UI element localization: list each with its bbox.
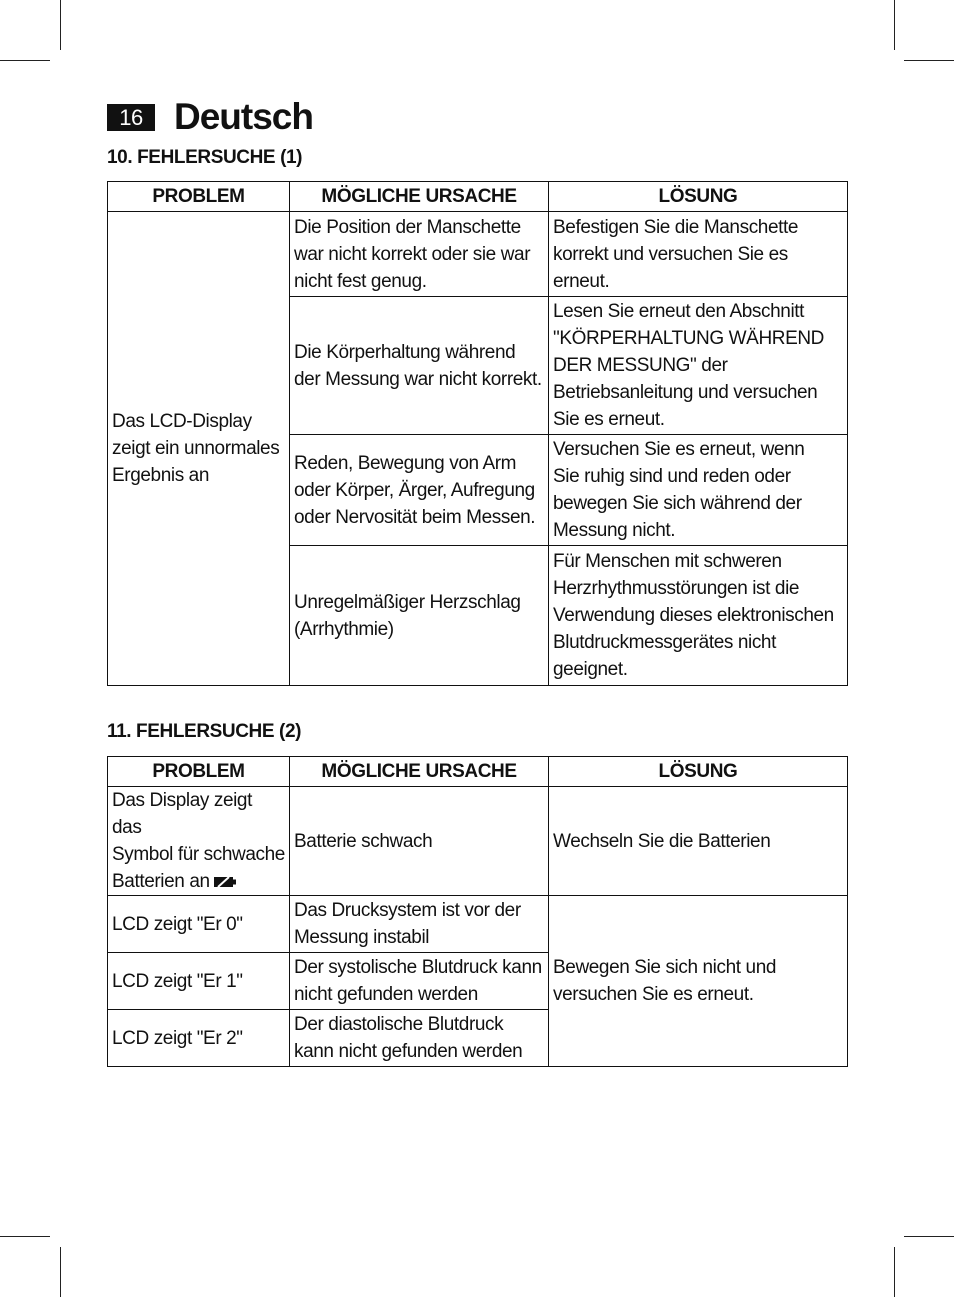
troubleshooting-table-1 [107, 181, 848, 686]
problem-cell: Das LCD-Display zeigt ein unnormales Ergebnis an [108, 212, 290, 686]
table-row [108, 787, 848, 896]
problem-cell: LCD zeigt "Er 0" [108, 896, 290, 953]
crop-mark [894, 0, 895, 50]
troubleshooting-table-2 [107, 756, 848, 1067]
cause-cell: Batterie schwach [290, 787, 549, 896]
section-title-fehlersuche-1: 10. FEHLERSUCHE (1) [107, 147, 303, 168]
column-header-cause: MÖGLICHE URSACHE [290, 182, 549, 212]
solution-cell: Versuchen Sie es erneut, wenn Sie ruhig sind und reden oder bewegen Sie sich während der Messung nicht. [549, 435, 848, 546]
solution-cell: Für Menschen mit schweren Herzrhythmusstörungen ist die Verwendung dieses elektronischen Blutdruckmessgerätes nicht geeignet. [549, 546, 848, 686]
crop-mark [0, 60, 50, 61]
language-title: Deutsch [174, 96, 313, 137]
column-header-cause: MÖGLICHE URSACHE [290, 757, 549, 787]
cause-cell: Reden, Bewegung von Arm oder Körper, Ärger, Aufregung oder Nervosität beim Messen. [290, 435, 549, 546]
crop-mark [60, 0, 61, 50]
low-battery-icon [213, 876, 237, 888]
crop-mark [0, 1236, 50, 1237]
cause-cell: Der diastolische Blutdruck kann nicht gefunden werden [290, 1010, 549, 1067]
cause-cell: Der systolische Blutdruck kann nicht gefunden werden [290, 953, 549, 1010]
section-title-fehlersuche-2: 11. FEHLERSUCHE (2) [107, 721, 302, 742]
crop-mark [60, 1247, 61, 1297]
table-header-row [108, 757, 848, 787]
crop-mark [904, 60, 954, 61]
table-header-row [108, 182, 848, 212]
solution-cell: Befestigen Sie die Manschette korrekt und versuchen Sie es erneut. [549, 212, 848, 297]
cause-cell: Unregelmäßiger Herzschlag (Arrhythmie) [290, 546, 549, 686]
crop-mark [904, 1236, 954, 1237]
table-row [108, 896, 848, 953]
table-row [108, 212, 848, 297]
solution-cell: Bewegen Sie sich nicht und versuchen Sie es erneut. [549, 896, 848, 1067]
cause-cell: Die Körperhaltung während der Messung war nicht korrekt. [290, 297, 549, 435]
cause-cell: Die Position der Manschette war nicht korrekt oder sie war nicht fest genug. [290, 212, 549, 297]
column-header-problem: PROBLEM [108, 182, 290, 212]
crop-mark [894, 1247, 895, 1297]
problem-cell: LCD zeigt "Er 1" [108, 953, 290, 1010]
problem-cell: Das Display zeigt das Symbol für schwache Batterien an [108, 787, 290, 896]
solution-cell: Wechseln Sie die Batterien [549, 787, 848, 896]
page-number: 16 [107, 104, 155, 131]
solution-cell: Lesen Sie erneut den Abschnitt "KÖRPERHALTUNG WÄHREND DER MESSUNG" der Betriebsanleitung und versuchen Sie es erneut. [549, 297, 848, 435]
cause-cell: Das Drucksystem ist vor der Messung instabil [290, 896, 549, 953]
problem-cell: LCD zeigt "Er 2" [108, 1010, 290, 1067]
column-header-problem: PROBLEM [108, 757, 290, 787]
column-header-solution: LÖSUNG [549, 182, 848, 212]
column-header-solution: LÖSUNG [549, 757, 848, 787]
